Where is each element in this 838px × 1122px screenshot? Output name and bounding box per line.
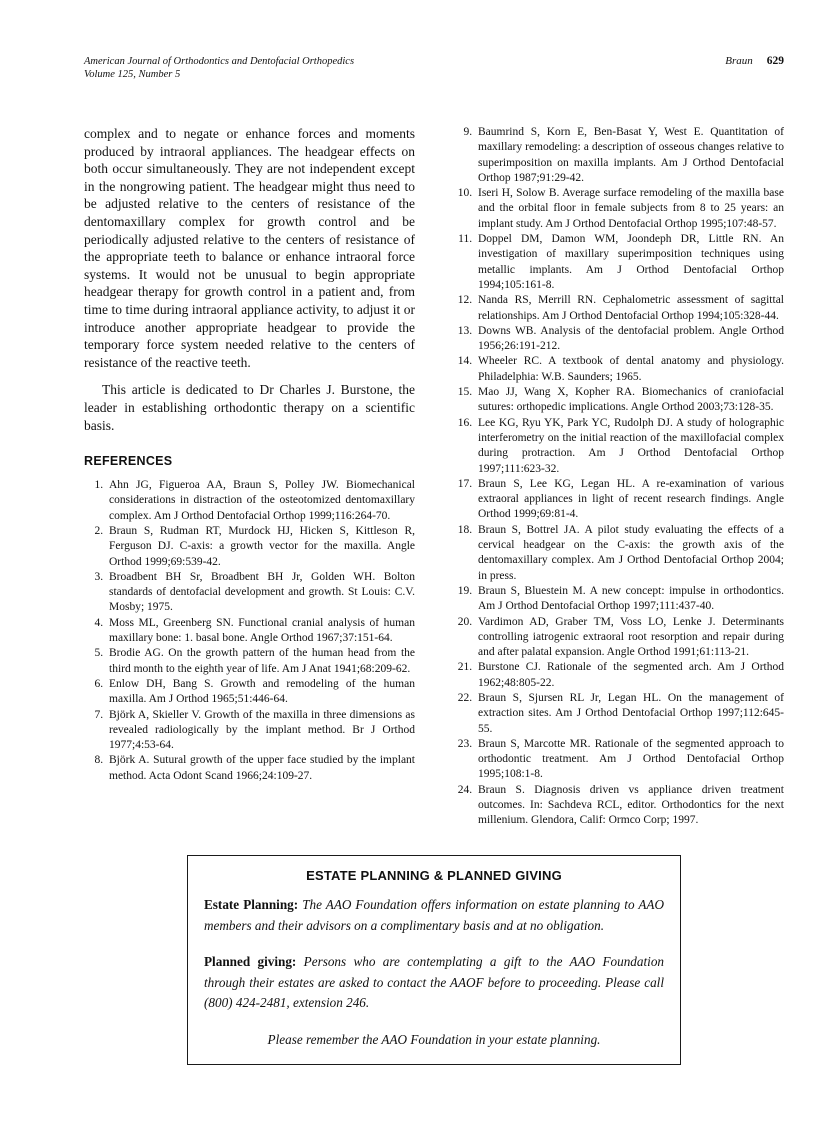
article-body [84, 125, 784, 855]
notice-box-title: ESTATE PLANNING & PLANNED GIVING [306, 868, 562, 883]
reference-item: 9. Baumrind S, Korn E, Ben-Basat Y, West E. Quantitation of maxillary remodeling: a description of osseous changes relative to superimposition on maxilla implants. Am J Orthod Dentofacial Orthop 1987;91:29-42. [475, 125, 784, 186]
reference-item: 6. Enlow DH, Bang S. Growth and remodeling of the human maxilla. Am J Orthod 1965;51:446-64. [106, 677, 415, 708]
estate-planning-text: The AAO Foundation offers information on estate planning to AAO members and their advisors on a complimentary basis and at no obligation. [204, 897, 664, 933]
right-column [453, 125, 784, 829]
reference-item: 21. Burstone CJ. Rationale of the segmented arch. Am J Orthod 1962;48:805-22. [475, 660, 784, 691]
references-heading: REFERENCES [84, 454, 173, 469]
reference-item: 1. Ahn JG, Figueroa AA, Braun S, Polley JW. Biomechanical considerations in distraction of the osteotomized dentomaxillary complex. Am J Orthod Dentofacial Orthop 1999;116:264-70. [106, 478, 415, 524]
reference-item: 23. Braun S, Marcotte MR. Rationale of the segmented approach to orthodontic treatment. Am J Orthod Dentofacial Orthop 1995;108:1-8. [475, 737, 784, 783]
running-author: Braun [725, 55, 753, 67]
reference-item: 7. Björk A, Skieller V. Growth of the maxilla in three dimensions as revealed radiologically by the implant method. Br J Orthod 1977;4:53-64. [106, 708, 415, 754]
page-number: 629 [766, 55, 784, 67]
running-header [84, 55, 784, 89]
notice-paragraph-estate-planning [204, 895, 664, 936]
running-head-right [725, 55, 784, 68]
reference-item: 18. Braun S, Bottrel JA. A pilot study evaluating the effects of a cervical headgear on the C-axis: the growth axis of the dentomaxillary complex. Am J Orthod Dentofacial Orthop 2004; in press. [475, 523, 784, 584]
journal-title: American Journal of Orthodontics and Dentofacial Orthopedics [84, 56, 355, 67]
reference-item: 12. Nanda RS, Merrill RN. Cephalometric assessment of sagittal relationships. Am J Orthod Dentofacial Orthop 1994;105:328-44. [475, 293, 784, 324]
planned-giving-lead: Planned giving: [204, 954, 297, 969]
reference-item: 14. Wheeler RC. A textbook of dental anatomy and physiology. Philadelphia: W.B. Saunders; 1965. [475, 354, 784, 385]
reference-item: 16. Lee KG, Ryu YK, Park YC, Rudolph DJ. A study of holographic interferometry on the initial reaction of the maxillofacial complex during protraction. Am J Orthod Dentofacial Orthop 1997;111:623-32. [475, 416, 784, 477]
reference-item: 10. Iseri H, Solow B. Average surface remodeling of the maxilla base and the orbital floor in female subjects from 8 to 25 years: an implant study. Am J Orthod Dentofacial Orthop 1995;107:48-57. [475, 186, 784, 232]
notice-box-footer: Please remember the AAO Foundation in your estate planning. [267, 1031, 601, 1047]
reference-item: 4. Moss ML, Greenberg SN. Functional cranial analysis of human maxillary bone: 1. basal bone. Angle Orthod 1967;37:151-64. [106, 616, 415, 647]
reference-item: 13. Downs WB. Analysis of the dentofacial problem. Angle Orthod 1956;26:191-212. [475, 324, 784, 355]
estate-planning-lead: Estate Planning: [204, 897, 299, 912]
reference-item: 3. Broadbent BH Sr, Broadbent BH Jr, Golden WH. Bolton standards of dentofacial development and growth. St Louis: C.V. Mosby; 1975. [106, 570, 415, 616]
estate-planning-box [187, 855, 681, 1065]
planned-giving-text: Persons who are contemplating a gift to the AAO Foundation through their estates are asked to contact the AAOF before to proceeding. Please call (800) 424-2481, extension 246. [204, 954, 665, 1010]
notice-paragraph-planned-giving [204, 952, 664, 1014]
journal-volume-line: Volume 125, Number 5 [84, 69, 181, 80]
left-column [84, 125, 415, 784]
reference-item: 20. Vardimon AD, Graber TM, Voss LO, Lenke J. Determinants controlling iatrogenic extraoral root resorption and repair during and after palatal expansion. Angle Orthod 1991;61:113-21. [475, 615, 784, 661]
reference-item: 5. Brodie AG. On the growth pattern of the human head from the third month to the eighth year of life. Am J Anat 1941;68:209-62. [106, 646, 415, 677]
reference-item: 19. Braun S, Bluestein M. A new concept: impulse in orthodontics. Am J Orthod Dentofacial Orthop 1997;111:437-40. [475, 584, 784, 615]
reference-item: 11. Doppel DM, Damon WM, Joondeph DR, Little RN. An investigation of maxillary superimposition techniques using metallic implants. Am J Orthod Dentofacial Orthop 1994;105:161-8. [475, 232, 784, 293]
reference-item: 2. Braun S, Rudman RT, Murdock HJ, Hicken S, Kittleson R, Ferguson DJ. C-axis: a growth vector for the maxilla. Angle Orthod 1999;69:539-42. [106, 524, 415, 570]
reference-item: 22. Braun S, Sjursen RL Jr, Legan HL. On the management of extraction sites. Am J Orthod Dentofacial Orthop 1997;112:645-55. [475, 691, 784, 737]
reference-item: 24. Braun S. Diagnosis driven vs appliance driven treatment outcomes. In: Sachdeva RCL, editor. Orthodontics for the next millenium. Glendora, Calif: Ormco Corp; 1997. [475, 783, 784, 829]
references-list-right [453, 125, 784, 829]
references-list-left [84, 478, 415, 784]
reference-item: 17. Braun S, Lee KG, Legan HL. A re-examination of various extraoral appliances in light of recent research findings. Angle Orthod 1999;69:81-4. [475, 477, 784, 523]
reference-item: 15. Mao JJ, Wang X, Kopher RA. Biomechanics of craniofacial sutures: orthopedic implications. Angle Orthod 2003;73:128-35. [475, 385, 784, 416]
dedication-paragraph: This article is dedicated to Dr Charles J. Burstone, the leader in establishing orthodontic therapy on a scientific basis. [84, 382, 415, 433]
reference-item: 8. Björk A. Sutural growth of the upper face studied by the implant method. Acta Odont Scand 1966;24:109-27. [106, 753, 415, 784]
journal-identification [84, 55, 354, 81]
body-paragraph-continuation: complex and to negate or enhance forces and moments produced by intraoral appliances. The headgear effects on both occur simultaneously. They are not independent except in the nongrowing patient. The headgear might thus need to be adjusted relative to the centers of resistance of the dentomaxillary complex for growth control and be periodically adjusted relative to the centers of resistance of the appropriate teeth to balance or enhance intraoral force systems. It would not be unusual to begin appropriate headgear therapy for growth control in a patient and, from time to time during intraoral appliance activity, to adjust it or introduce another appropriate headgear to provide the temporary force system needed relative to the centers of resistance of the reactive teeth. [84, 126, 415, 370]
